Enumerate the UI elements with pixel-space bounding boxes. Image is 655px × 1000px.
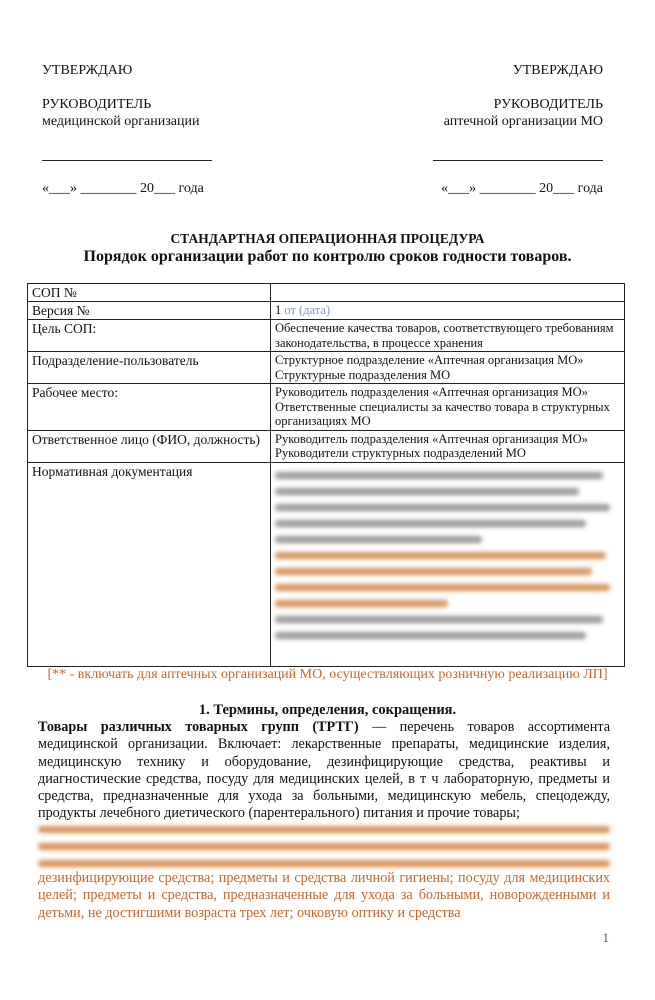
table-row xyxy=(28,384,625,431)
signature-line-right xyxy=(433,160,603,161)
orange-paragraph: дезинфицирующие средства; предметы и средства личной гигиены; посуду для медицинских целей; предметы и средства, предназначенные для ухода за больными, новорожденными и детьми, не достигшими возраста трех лет; очковую оптику и средства xyxy=(38,870,610,921)
row-label: Ответственное лицо (ФИО, должность) xyxy=(28,430,271,462)
version-number: 1 xyxy=(275,303,282,317)
approve-right-role: РУКОВОДИТЕЛЬ xyxy=(493,97,603,112)
term: Товары различных товарных групп (ТРТГ) xyxy=(38,719,359,735)
definition: — перечень товаров ассортимента медицинской организации. Включает: лекарственные препараты, медицинские изделия, медицинскую технику и оборудование, дезинфицирующие средства, реактивы и диагностические средства, посуду для медицинских целей, в т ч лабораторную, предметы и средства, предназначенные для ухода за больными, медицинскую мебель, спецодежду, продукты лечебного диетического (парентерального) питания и прочие товары; xyxy=(38,719,610,822)
doc-type: СТАНДАРТНАЯ ОПЕРАЦИОННАЯ ПРОЦЕДУРА xyxy=(170,231,485,246)
row-label: Цель СОП: xyxy=(28,320,271,352)
blurred-regulations xyxy=(275,472,620,639)
signature-line-left xyxy=(42,160,212,161)
row-value: Обеспечение качества товаров, соответствующего требованиям законодательства, в процессе хранения xyxy=(271,320,625,352)
row-label: Версия № xyxy=(28,302,271,320)
row-value: Структурное подразделение «Аптечная организация МО» xyxy=(275,353,584,367)
approve-right-org: аптечной организации МО xyxy=(443,114,603,129)
version-date: от (дата) xyxy=(284,303,331,317)
page-number: 1 xyxy=(602,930,609,945)
row-label: Нормативная документация xyxy=(28,462,271,666)
row-label: СОП № xyxy=(28,284,271,302)
table-row xyxy=(28,284,625,302)
table-row xyxy=(28,352,625,384)
row-label: Рабочее место: xyxy=(28,384,271,431)
approve-left-date: «___» ________ 20___ года xyxy=(42,181,204,196)
approve-right-date: «___» ________ 20___ года xyxy=(441,181,603,196)
row-value: Руководитель подразделения «Аптечная организация МО» xyxy=(275,431,588,446)
row-value-2: Структурные подразделения МО xyxy=(275,367,451,382)
doc-title: Порядок организации работ по контролю сроков годности товаров. xyxy=(83,248,572,265)
row-label: Подразделение-пользователь xyxy=(28,352,271,384)
section-heading: 1. Термины, определения, сокращения. xyxy=(198,702,457,718)
blurred-orange-text xyxy=(38,822,610,867)
table-row xyxy=(28,320,625,352)
row-value xyxy=(271,284,625,302)
sop-info-table xyxy=(27,283,625,667)
row-value-2: Руководители структурных подразделений МО xyxy=(275,446,526,460)
table-row xyxy=(28,302,625,320)
footnote: [** - включать для аптечных организаций МО, осуществляющих розничную реализацию ЛП] xyxy=(47,667,608,682)
table-row xyxy=(28,462,625,666)
approve-left-title: УТВЕРЖДАЮ xyxy=(42,63,133,78)
section-paragraph xyxy=(38,719,610,823)
row-value-2: Ответственные специалисты за качество товара в структурных организациях МО xyxy=(275,399,610,428)
approve-left-role: РУКОВОДИТЕЛЬ xyxy=(42,97,152,112)
row-value: Руководитель подразделения «Аптечная организация МО» xyxy=(275,385,588,399)
approve-left-org: медицинской организации xyxy=(42,114,200,129)
table-row xyxy=(28,430,625,462)
approve-right-title: УТВЕРЖДАЮ xyxy=(512,63,603,78)
